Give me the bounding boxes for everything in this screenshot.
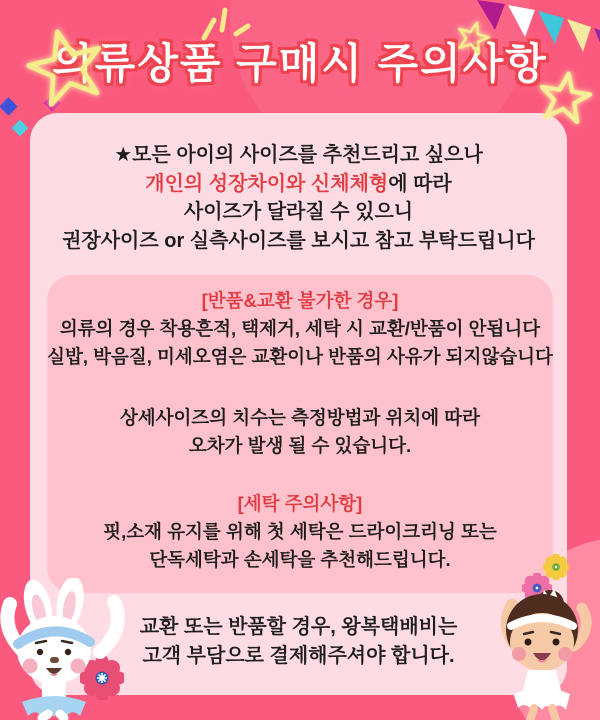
section-laundry bbox=[47, 490, 553, 574]
section-line: 오차가 발생 될 수 있습니다. bbox=[188, 435, 412, 456]
flower-icon bbox=[543, 554, 569, 585]
section-heading: [세탁 주의사항] bbox=[237, 493, 363, 514]
footer-line: 교환 또는 반품할 경우, 왕복택배비는 bbox=[139, 616, 458, 638]
intro-line: ★모든 아이의 사이즈를 추천드리고 싶으나 bbox=[114, 144, 483, 166]
section-size-tolerance bbox=[47, 404, 553, 460]
intro-line: 권장사이즈 or 실측사이즈를 보시고 참고 부탁드립니다 bbox=[62, 229, 535, 252]
intro-rest: 에 따라 bbox=[388, 172, 452, 195]
intro-highlight: 개인의 성장차이와 신체체형 bbox=[145, 172, 389, 195]
intro-line: 사이즈가 달라질 수 있으니 bbox=[183, 201, 414, 223]
section-line: 단독세탁과 손세탁을 추천해드립니다. bbox=[149, 549, 451, 570]
section-line: 핏,소재 유지를 위해 첫 세탁은 드라이크리닝 또는 bbox=[103, 521, 497, 542]
confetti-icon bbox=[0, 97, 18, 115]
bunting-garland-icon bbox=[475, 0, 600, 69]
footer-line: 고객 부담으로 결제해주셔야 합니다. bbox=[142, 645, 455, 667]
confetti-icon bbox=[12, 120, 29, 137]
page-title: 의류상품 구매시 주의사항 bbox=[52, 40, 548, 87]
section-heading: [반품&교환 불가한 경우] bbox=[201, 290, 399, 311]
section-line: 실밥, 박음질, 미세오염은 교환이나 반품의 사유가 되지않습니다 bbox=[47, 346, 553, 367]
star-icon bbox=[534, 66, 596, 128]
sparkle-icon bbox=[198, 4, 253, 47]
section-return-exchange bbox=[47, 287, 553, 371]
intro-paragraph bbox=[30, 113, 567, 255]
intro-line bbox=[30, 170, 567, 199]
section-line: 의류의 경우 착용흔적, 택제거, 세탁 시 교환/반품이 안됩니다 bbox=[59, 318, 541, 339]
baby-ballerina-character bbox=[462, 590, 600, 720]
star-icon bbox=[18, 18, 115, 115]
policy-panel bbox=[47, 275, 553, 593]
section-line: 상세사이즈의 치수는 측정방법과 위치에 따라 bbox=[119, 407, 481, 428]
bunny-ballerina-character bbox=[0, 578, 144, 720]
